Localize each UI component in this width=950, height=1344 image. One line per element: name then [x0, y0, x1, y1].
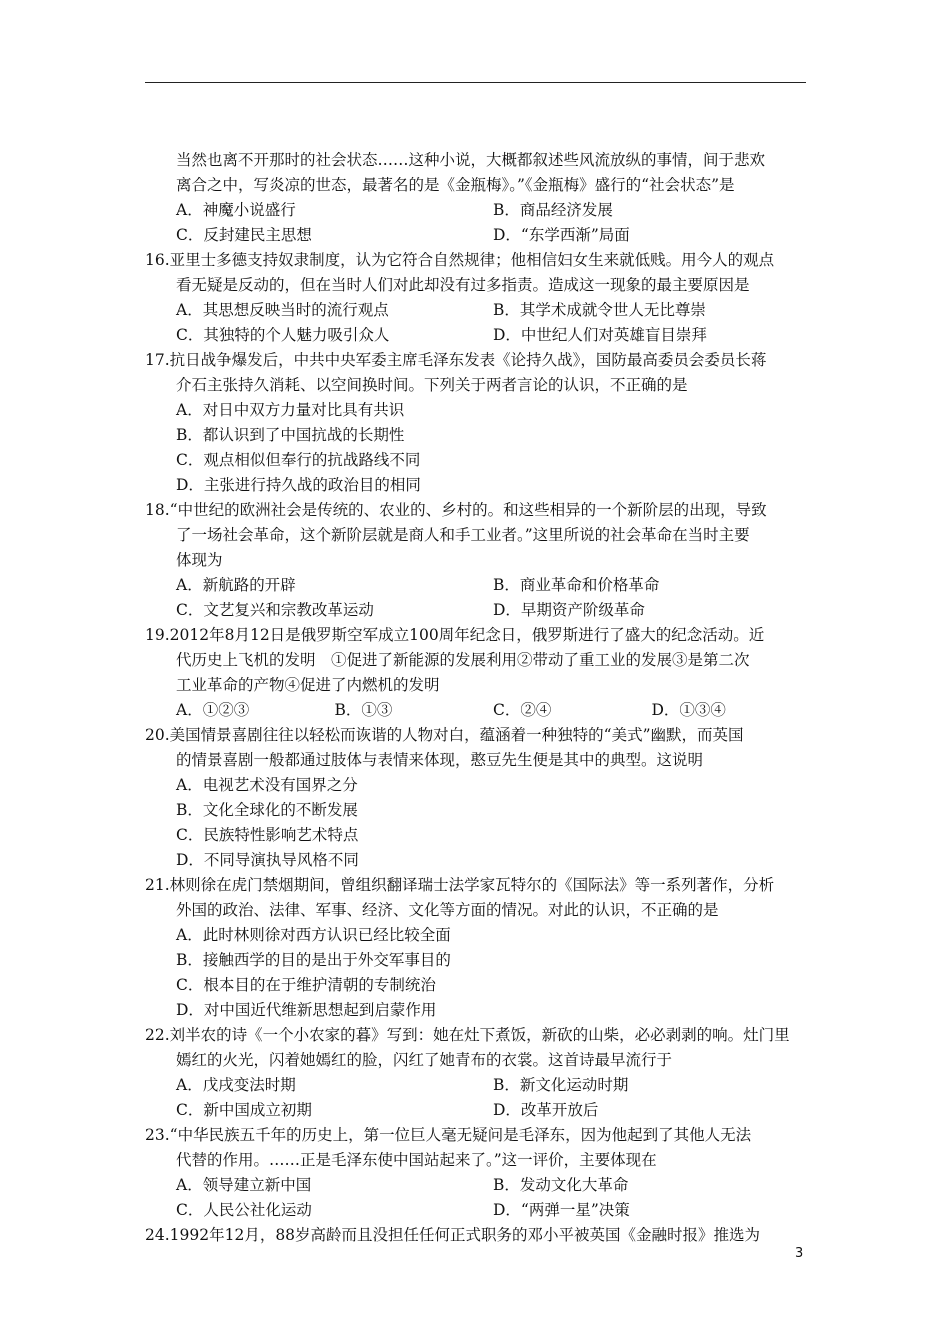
- q23-option-d: D．“两弹一星”决策: [493, 1201, 630, 1219]
- q16-options-row-1: [145, 298, 810, 323]
- q20-stem-line-1: 20.美国情景喜剧往往以轻松而诙谐的人物对白，蕴涵着一种独特的“美式”幽默，而英国: [145, 726, 744, 744]
- q22-options-row-1: [145, 1073, 810, 1098]
- q22-stem-line-1: 22.刘半农的诗《一个小农家的暮》写到：她在灶下煮饭，新砍的山柴，必必剥剥的响。灶门里: [145, 1026, 790, 1044]
- q17-option-b: B．都认识到了中国抗战的长期性: [176, 426, 405, 444]
- page-content: [145, 148, 810, 1248]
- q23-option-b: B．发动文化大革命: [493, 1176, 629, 1194]
- q19-option-a: A．①②③: [176, 701, 250, 719]
- q18-options-row-2: [145, 598, 810, 623]
- q17-option-d: D．主张进行持久战的政治目的相同: [176, 476, 421, 494]
- q19-options-row: [145, 698, 810, 723]
- q15-line-2: 离合之中，写炎凉的世态，最著名的是《金瓶梅》。”《金瓶梅》盛行的“社会状态”是: [176, 176, 735, 194]
- q18-stem-line-3: 体现为: [176, 551, 223, 569]
- q17-stem-line-1: 17.抗日战争爆发后，中共中央军委主席毛泽东发表《论持久战》，国防最高委员会委员长蒋: [145, 351, 767, 369]
- q19-option-c: C．②④: [493, 701, 552, 719]
- q18-option-a: A．新航路的开辟: [176, 576, 296, 594]
- q22-stem-line-2: 嫣红的火光，闪着她嫣红的脸，闪红了她青布的衣裳。这首诗最早流行于: [176, 1051, 673, 1069]
- q15-option-c: C．反封建民主思想: [176, 226, 312, 244]
- q23-options-row-2: [145, 1198, 810, 1223]
- q23-option-a: A．领导建立新中国: [176, 1176, 312, 1194]
- q18-option-d: D．早期资产阶级革命: [493, 601, 645, 619]
- q21-stem-line-1: 21.林则徐在虎门禁烟期间，曾组织翻译瑞士法学家瓦特尔的《国际法》等一系列著作，分析: [145, 876, 775, 894]
- q15-options-row-2: [145, 223, 810, 248]
- q15-option-b: B．商品经济发展: [493, 201, 613, 219]
- q22-option-a: A．戊戌变法时期: [176, 1076, 296, 1094]
- q16-option-a: A．其思想反映当时的流行观点: [176, 301, 389, 319]
- q16-options-row-2: [145, 323, 810, 348]
- q18-option-b: B．商业革命和价格革命: [493, 576, 660, 594]
- q19-stem-line-1: 19.2012年8月12日是俄罗斯空军成立100周年纪念日，俄罗斯进行了盛大的纪念活动。近: [145, 626, 765, 644]
- q19-stem-line-2: 代历史上飞机的发明 ①促进了新能源的发展利用②带动了重工业的发展③是第二次: [176, 651, 750, 669]
- q17-option-a: A．对日中双方力量对比具有共识: [176, 401, 405, 419]
- q16-option-b: B．其学术成就令世人无比尊崇: [493, 301, 706, 319]
- q19-stem-line-3: 工业革命的产物④促进了内燃机的发明: [176, 676, 440, 694]
- q18-stem-line-1: 18.“中世纪的欧洲社会是传统的、农业的、乡村的。和这些相异的一个新阶层的出现，导致: [145, 501, 767, 519]
- q22-option-c: C．新中国成立初期: [176, 1101, 312, 1119]
- q17-option-c: C．观点相似但奉行的抗战路线不同: [176, 451, 421, 469]
- q16-stem-line-2: 看无疑是反动的，但在当时人们对此却没有过多指责。造成这一现象的最主要原因是: [176, 276, 750, 294]
- q23-options-row-1: [145, 1173, 810, 1198]
- q21-option-c: C．根本目的在于维护清朝的专制统治: [176, 976, 436, 994]
- q19-option-b: B．①③: [334, 701, 393, 719]
- q21-option-b: B．接触西学的目的是出于外交军事目的: [176, 951, 451, 969]
- q22-option-b: B．新文化运动时期: [493, 1076, 629, 1094]
- q20-stem-line-2: 的情景喜剧一般都通过肢体与表情来体现，憨豆先生便是其中的典型。这说明: [176, 751, 704, 769]
- q15-line-1: 当然也离不开那时的社会状态……这种小说，大概都叙述些风流放纵的事情，间于悲欢: [176, 151, 766, 169]
- q16-option-c: C．其独特的个人魅力吸引众人: [176, 326, 390, 344]
- header-rule: [145, 82, 806, 83]
- q20-option-a: A．电视艺术没有国界之分: [176, 776, 358, 794]
- q23-option-c: C．人民公社化运动: [176, 1201, 312, 1219]
- q15-option-a: A．神魔小说盛行: [176, 201, 296, 219]
- q18-option-c: C．文艺复兴和宗教改革运动: [176, 601, 374, 619]
- q20-option-d: D．不同导演执导风格不同: [176, 851, 359, 869]
- q19-option-d: D．①③④: [651, 701, 726, 719]
- q24-stem-line-1: 24.1992年12月，88岁高龄而且没担任任何正式职务的邓小平被英国《金融时报》推选为: [145, 1226, 761, 1244]
- q21-option-d: D．对中国近代维新思想起到启蒙作用: [176, 1001, 437, 1019]
- q15-options-row-1: [145, 198, 810, 223]
- q23-stem-line-2: 代替的作用。……正是毛泽东使中国站起来了。”这一评价，主要体现在: [176, 1151, 657, 1169]
- q18-stem-line-2: 了一场社会革命，这个新阶层就是商人和手工业者。”这里所说的社会革命在当时主要: [176, 526, 750, 544]
- q20-option-b: B．文化全球化的不断发展: [176, 801, 358, 819]
- q15-option-d: D．“东学西渐”局面: [493, 226, 630, 244]
- q23-stem-line-1: 23.“中华民族五千年的历史上，第一位巨人毫无疑问是毛泽东，因为他起到了其他人无法: [145, 1126, 752, 1144]
- page-number: 3: [795, 1246, 804, 1261]
- q17-stem-line-2: 介石主张持久消耗、以空间换时间。下列关于两者言论的认识，不正确的是: [176, 376, 688, 394]
- q16-stem-line-1: 16.亚里士多德支持奴隶制度，认为它符合自然规律；他相信妇女生来就低贱。用今人的观点: [145, 251, 775, 269]
- q21-option-a: A．此时林则徐对西方认识已经比较全面: [176, 926, 451, 944]
- q18-options-row-1: [145, 573, 810, 598]
- q22-option-d: D．改革开放后: [493, 1101, 599, 1119]
- q21-stem-line-2: 外国的政治、法律、军事、经济、文化等方面的情况。对此的认识，不正确的是: [176, 901, 719, 919]
- q22-options-row-2: [145, 1098, 810, 1123]
- q20-option-c: C．民族特性影响艺术特点: [176, 826, 359, 844]
- q16-option-d: D．中世纪人们对英雄盲目崇拜: [493, 326, 707, 344]
